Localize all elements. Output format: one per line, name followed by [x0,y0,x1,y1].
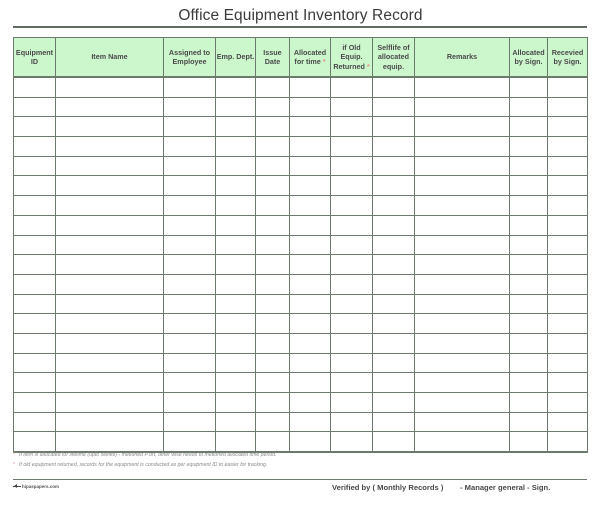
table-cell[interactable] [290,97,331,117]
table-cell[interactable] [14,97,56,117]
table-cell[interactable] [548,156,588,176]
table-row [14,137,588,157]
table-cell[interactable] [331,314,373,334]
table-cell[interactable] [256,274,290,294]
table-row [14,156,588,176]
table-cell[interactable] [510,274,548,294]
table-cell[interactable] [510,393,548,413]
table-row [14,255,588,275]
table-cell[interactable] [415,77,510,97]
table-cell[interactable] [510,353,548,373]
header-text-line: Emp. Dept. [216,52,255,62]
table-cell[interactable] [216,373,256,393]
table-row [14,314,588,334]
table-cell[interactable] [331,137,373,157]
table-cell[interactable] [290,314,331,334]
table-cell[interactable] [256,255,290,275]
asterisk-icon: * [364,61,370,71]
table-cell[interactable] [331,353,373,373]
table-cell[interactable] [510,117,548,137]
table-cell[interactable] [373,373,415,393]
table-cell[interactable] [331,117,373,137]
site-logo [13,484,59,489]
table-cell[interactable] [256,156,290,176]
table-row [14,373,588,393]
table-cell[interactable] [548,196,588,216]
table-cell[interactable] [14,412,56,432]
table-cell[interactable] [164,294,216,314]
table-cell[interactable] [256,393,290,413]
table-cell[interactable] [56,333,164,353]
table-row [14,97,588,117]
table-cell[interactable] [164,117,216,137]
table-cell[interactable] [510,77,548,97]
asterisk-icon: * [13,452,16,458]
header-text-line: Allocated [293,47,327,57]
table-cell[interactable] [216,215,256,235]
table-cell[interactable] [373,432,415,452]
table-cell[interactable] [56,97,164,117]
table-row [14,393,588,413]
table-cell[interactable] [415,432,510,452]
table-cell[interactable] [331,412,373,432]
table-cell[interactable] [164,274,216,294]
table-cell[interactable] [14,156,56,176]
header-text-line: Selflife of [377,42,410,52]
table-cell[interactable] [548,235,588,255]
table-cell[interactable] [510,314,548,334]
table-cell[interactable] [548,176,588,196]
table-cell[interactable] [373,215,415,235]
table-row [14,117,588,137]
table-cell[interactable] [510,432,548,452]
table-cell[interactable] [290,393,331,413]
table-cell[interactable] [56,235,164,255]
table-cell[interactable] [548,97,588,117]
footnote-2 [13,462,267,468]
table-cell[interactable] [56,393,164,413]
table-cell[interactable] [14,333,56,353]
column-header-equipment-id [14,38,56,78]
column-header-if-old-equip-returned [331,38,373,78]
table-cell[interactable] [14,137,56,157]
table-cell[interactable] [164,255,216,275]
table-row [14,274,588,294]
table-cell[interactable] [14,215,56,235]
table-cell[interactable] [290,353,331,373]
table-cell[interactable] [548,215,588,235]
table-cell[interactable] [548,274,588,294]
table-cell[interactable] [290,156,331,176]
header-text-line: for time [294,57,321,66]
table-cell[interactable] [548,432,588,452]
logo-arrow-icon [13,484,21,489]
table-cell[interactable] [256,353,290,373]
table-cell[interactable] [331,176,373,196]
header-text-line: if Old [342,42,361,52]
table-cell[interactable] [331,77,373,97]
table-cell[interactable] [415,176,510,196]
table-cell[interactable] [14,373,56,393]
table-cell[interactable] [14,196,56,216]
table-cell[interactable] [290,333,331,353]
table-cell[interactable] [14,393,56,413]
table-cell[interactable] [548,117,588,137]
table-cell[interactable] [290,77,331,97]
table-cell[interactable] [548,353,588,373]
table-cell[interactable] [548,137,588,157]
table-cell[interactable] [164,432,216,452]
table-cell[interactable] [216,393,256,413]
table-cell[interactable] [216,117,256,137]
table-body [14,77,588,452]
table-cell[interactable] [415,255,510,275]
table-cell[interactable] [290,196,331,216]
inventory-table [13,37,588,453]
table-cell[interactable] [510,255,548,275]
table-cell[interactable] [373,77,415,97]
table-cell[interactable] [56,373,164,393]
table-cell[interactable] [510,137,548,157]
table-cell[interactable] [56,255,164,275]
table-cell[interactable] [290,432,331,452]
table-row [14,196,588,216]
table-cell[interactable] [415,156,510,176]
table-cell[interactable] [14,294,56,314]
table-cell[interactable] [331,393,373,413]
table-cell[interactable] [56,137,164,157]
table-cell[interactable] [216,255,256,275]
table-cell[interactable] [415,117,510,137]
table-row [14,333,588,353]
table-cell[interactable] [56,353,164,373]
table-cell[interactable] [415,353,510,373]
table-cell[interactable] [373,255,415,275]
table-row [14,235,588,255]
table-cell[interactable] [56,274,164,294]
table-cell[interactable] [256,314,290,334]
table-cell[interactable] [216,333,256,353]
table-cell[interactable] [56,176,164,196]
header-text-line: by Sign. [553,57,582,66]
table-row [14,176,588,196]
header-text-line: equip. [382,61,405,71]
table-cell[interactable] [415,373,510,393]
table-cell[interactable] [510,97,548,117]
table-cell[interactable] [256,137,290,157]
table-cell[interactable] [14,255,56,275]
table-cell[interactable] [256,77,290,97]
table-cell[interactable] [164,353,216,373]
table-cell[interactable] [373,393,415,413]
table-cell[interactable] [216,156,256,176]
table-cell[interactable] [331,215,373,235]
table-cell[interactable] [373,274,415,294]
table-cell[interactable] [331,373,373,393]
table-cell[interactable] [331,432,373,452]
table-cell[interactable] [373,235,415,255]
table-cell[interactable] [256,432,290,452]
header-text-line: ID [30,57,39,66]
table-cell[interactable] [373,294,415,314]
header-text-line: Assigned to [168,47,211,57]
table-cell[interactable] [14,432,56,452]
table-cell[interactable] [548,255,588,275]
table-cell[interactable] [510,412,548,432]
table-cell[interactable] [216,294,256,314]
table-cell[interactable] [548,294,588,314]
table-row [14,432,588,452]
header-text-line: Remarks [446,52,478,62]
table-cell[interactable] [216,97,256,117]
table-cell[interactable] [216,274,256,294]
table-cell[interactable] [415,393,510,413]
table-cell[interactable] [216,412,256,432]
column-header-allocated-by-sign [510,38,548,78]
table-cell[interactable] [415,294,510,314]
table-row [14,412,588,432]
column-header-assigned-to-employee [164,38,216,78]
table-cell[interactable] [216,176,256,196]
footer-divider [13,479,587,480]
table-cell[interactable] [164,314,216,334]
table-cell[interactable] [164,77,216,97]
table-cell[interactable] [256,235,290,255]
table-cell[interactable] [331,333,373,353]
table-cell[interactable] [164,235,216,255]
table-cell[interactable] [164,333,216,353]
table-cell[interactable] [164,215,216,235]
table-cell[interactable] [415,314,510,334]
table-cell[interactable] [256,117,290,137]
column-header-allocated-for-time [290,38,331,78]
table-cell[interactable] [373,117,415,137]
table-cell[interactable] [510,333,548,353]
table-row [14,294,588,314]
header-text-line: Equipment [15,47,54,57]
table-cell[interactable] [290,235,331,255]
table-cell[interactable] [373,97,415,117]
table-cell[interactable] [415,97,510,117]
table-cell[interactable] [510,196,548,216]
table-cell[interactable] [415,137,510,157]
table-cell[interactable] [415,333,510,353]
table-cell[interactable] [415,274,510,294]
table-cell[interactable] [331,97,373,117]
table-cell[interactable] [164,412,216,432]
table-cell[interactable] [290,412,331,432]
table-cell[interactable] [56,196,164,216]
table-cell[interactable] [415,196,510,216]
table-cell[interactable] [56,156,164,176]
table-cell[interactable] [373,196,415,216]
table-cell[interactable] [14,176,56,196]
table-cell[interactable] [14,314,56,334]
column-header-selflife-of-allocated-equip [373,38,415,78]
table-cell[interactable] [510,176,548,196]
header-text-line: Equip. [340,52,363,62]
header-text-line: by Sign. [514,57,543,66]
title-underline [13,26,587,28]
header-text-line: allocated [377,52,410,62]
table-row [14,353,588,373]
table-cell[interactable] [290,215,331,235]
table-cell[interactable] [164,156,216,176]
table-cell[interactable] [216,235,256,255]
table-cell[interactable] [373,353,415,373]
table-cell[interactable] [164,393,216,413]
asterisk-icon: * [320,57,326,66]
logo-text: hipaspapers.com [22,484,60,489]
column-header-emp-dept [216,38,256,78]
table-cell[interactable] [331,255,373,275]
table-header-row [14,38,588,78]
header-text-line: Recevied [551,47,584,57]
table-row [14,77,588,97]
table-cell[interactable] [548,373,588,393]
table-cell[interactable] [415,215,510,235]
table-cell[interactable] [290,294,331,314]
table-cell[interactable] [256,97,290,117]
table-cell[interactable] [331,294,373,314]
table-cell[interactable] [14,77,56,97]
table-cell[interactable] [290,117,331,137]
table-cell[interactable] [256,196,290,216]
table-cell[interactable] [331,274,373,294]
table-cell[interactable] [164,97,216,117]
table-cell[interactable] [14,117,56,137]
table-cell[interactable] [216,314,256,334]
table-cell[interactable] [216,353,256,373]
table-cell[interactable] [14,274,56,294]
table-cell[interactable] [548,77,588,97]
column-header-remarks [415,38,510,78]
table-cell[interactable] [373,137,415,157]
table-cell[interactable] [56,215,164,235]
table-cell[interactable] [548,333,588,353]
header-text-line: Allocated [512,47,545,57]
table-cell[interactable] [510,156,548,176]
table-cell[interactable] [56,294,164,314]
table-cell[interactable] [56,117,164,137]
footnote-1 [13,452,277,458]
table-cell[interactable] [256,215,290,235]
column-header-item-name [56,38,164,78]
table-cell[interactable] [373,156,415,176]
table-cell[interactable] [510,294,548,314]
table-cell[interactable] [56,77,164,97]
table-cell[interactable] [56,314,164,334]
table-cell[interactable] [256,294,290,314]
table-cell[interactable] [56,412,164,432]
table-cell[interactable] [510,373,548,393]
table-cell[interactable] [290,137,331,157]
table-cell[interactable] [216,196,256,216]
table-cell[interactable] [290,255,331,275]
table-cell[interactable] [548,393,588,413]
table-cell[interactable] [290,274,331,294]
table-cell[interactable] [331,156,373,176]
table-cell[interactable] [216,77,256,97]
table-row [14,215,588,235]
table-cell[interactable] [256,373,290,393]
table-cell[interactable] [56,432,164,452]
table-cell[interactable] [373,412,415,432]
table-cell[interactable] [290,176,331,196]
footnote-text: If old equipment returned, records for the equipment is conducted as per equipment ID to easier for tracking. [19,462,268,468]
table-cell[interactable] [548,314,588,334]
table-cell[interactable] [164,196,216,216]
header-text-line: Date [264,57,281,66]
table-cell[interactable] [510,215,548,235]
table-cell[interactable] [548,412,588,432]
table-cell[interactable] [373,333,415,353]
header-text-line: Item Name [91,52,128,62]
asterisk-icon: * [13,462,16,468]
table-cell[interactable] [256,176,290,196]
column-header-recevied-by-sign [548,38,588,78]
table-cell[interactable] [164,137,216,157]
document-title: Office Equipment Inventory Record [178,7,423,24]
verified-by-label: Verified by ( Monthly Records ) [332,483,444,492]
table-cell[interactable] [510,235,548,255]
header-text-line: Returned [333,61,365,71]
table-cell[interactable] [331,196,373,216]
table-cell[interactable] [373,176,415,196]
table-cell[interactable] [216,432,256,452]
footnote-text: If item is allocated for lifetime (upto selflife) - metioned P ort, other wise needs to metioned allocated time period. [19,452,277,458]
table-cell[interactable] [290,373,331,393]
table-cell[interactable] [373,314,415,334]
column-header-issue-date [256,38,290,78]
table-cell[interactable] [164,373,216,393]
table-cell[interactable] [256,412,290,432]
header-text-line: Issue [263,47,282,57]
header-text-line: Employee [172,57,207,66]
table-cell[interactable] [256,333,290,353]
table-cell[interactable] [415,235,510,255]
table-cell[interactable] [216,137,256,157]
table-cell[interactable] [14,235,56,255]
table-cell[interactable] [415,412,510,432]
table-cell[interactable] [14,353,56,373]
table-cell[interactable] [331,235,373,255]
manager-sign-label: - Manager general - Sign. [460,483,551,492]
table-cell[interactable] [164,176,216,196]
